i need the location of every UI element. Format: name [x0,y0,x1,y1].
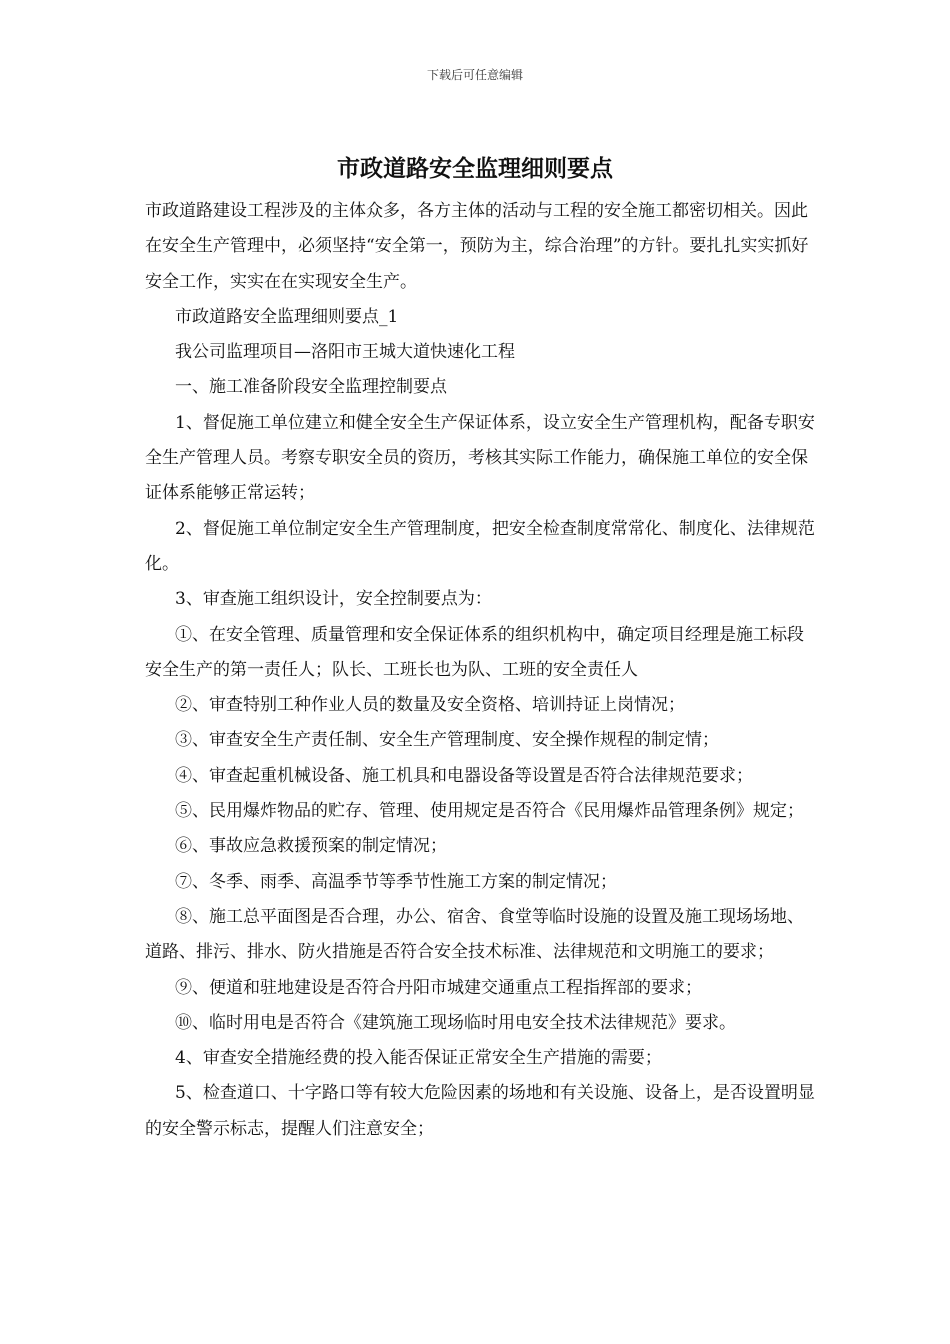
document-body [145,194,817,1147]
body-paragraph: 2、督促施工单位制定安全生产管理制度，把安全检查制度常常化、制度化、法律规范化。 [145,518,815,574]
body-paragraph: 5、检查道口、十字路口等有较大危险因素的场地和有关设施、设备上，是否设置明显的安全警示标志，提醒人们注意安全； [145,1083,815,1139]
body-paragraph: 3、审查施工组织设计，安全控制要点为： [175,589,492,610]
body-paragraph: ⑧、施工总平面图是否合理，办公、宿舍、食堂等临时设施的设置及施工现场场地、道路、排污、排水、防火措施是否符合安全技术标准、法律规范和文明施工的要求； [145,906,804,963]
body-paragraph: 一、施工准备阶段安全监理控制要点 [175,377,447,398]
body-paragraph: ④、审查起重机械设备、施工机具和电器设备等设置是否符合法律规范要求； [175,765,753,786]
body-paragraph: 市政道路建设工程涉及的主体众多，各方主体的活动与工程的安全施工都密切相关。因此在安全生产管理中，必须坚持“安全第一，预防为主，综合治理”的方针。要扎扎实实抓好安全工作，实实在在实现安全生产。 [145,201,809,292]
body-paragraph: ③、审查安全生产责任制、安全生产管理制度、安全操作规程的制定情； [175,730,719,751]
body-paragraph: 1、督促施工单位建立和健全安全生产保证体系，设立安全生产管理机构，配备专职安全生产管理人员。考察专职安全员的资历，考核其实际工作能力，确保施工单位的安全保证体系能够正常运转； [145,412,815,504]
document-title: 市政道路安全监理细则要点 [337,155,613,182]
body-paragraph: ⑥、事故应急救援预案的制定情况； [175,836,447,857]
body-paragraph: ⑦、冬季、雨季、高温季节等季节性施工方案的制定情况； [175,871,617,892]
body-paragraph: ⑨、便道和驻地建设是否符合丹阳市城建交通重点工程指挥部的要求； [175,977,702,998]
page-header-note: 下载后可任意编辑 [426,68,523,82]
body-paragraph: 4、审查安全措施经费的投入能否保证正常安全生产措施的需要； [175,1048,662,1069]
body-paragraph: ⑩、临时用电是否符合《建筑施工现场临时用电安全技术法律规范》要求。 [175,1012,736,1033]
body-paragraph: ⑤、民用爆炸物品的贮存、管理、使用规定是否符合《民用爆炸品管理条例》规定； [175,801,804,822]
body-paragraph: 我公司监理项目—洛阳市王城大道快速化工程 [175,342,515,363]
body-paragraph: ①、在安全管理、质量管理和安全保证体系的组织机构中，确定项目经理是施工标段安全生产的第一责任人；队长、工班长也为队、工班的安全责任人 [145,624,804,680]
body-paragraph: ②、审查特别工种作业人员的数量及安全资格、培训持证上岗情况； [175,695,685,716]
body-paragraph: 市政道路安全监理细则要点_1 [175,306,399,327]
